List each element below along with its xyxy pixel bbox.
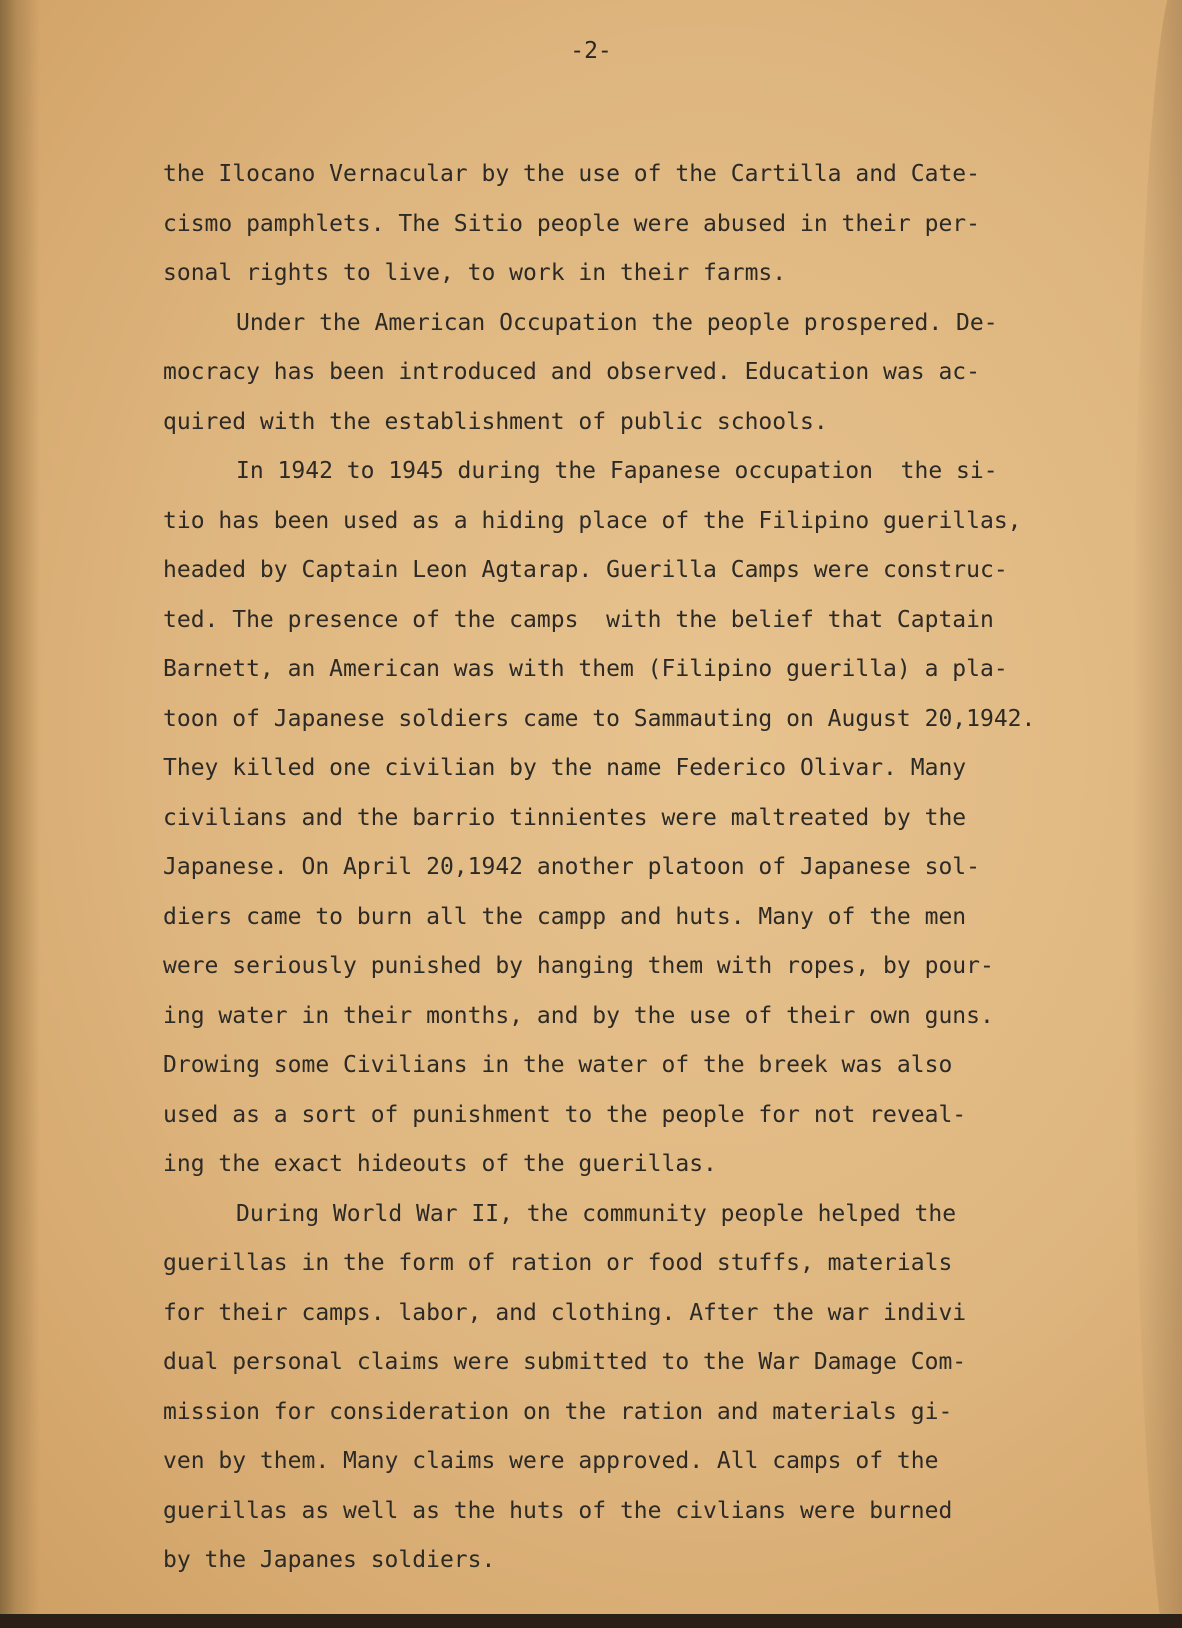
text-line: headed by Captain Leon Agtarap. Guerilla Camps were construc- [163, 557, 1008, 583]
paragraph [163, 1190, 1113, 1586]
text-line: ing water in their months, and by the use of their own guns. [163, 1002, 994, 1029]
text-line: ven by them. Many claims were approved. All camps of the [163, 1448, 939, 1474]
text-line: for their camps. labor, and clothing. After the war indivi [163, 1299, 967, 1326]
text-line: mission for consideration on the ration and materials gi- [163, 1398, 953, 1425]
page-number: -2- [570, 38, 612, 64]
text-line: sonal rights to live, to work in their farms. [163, 260, 787, 286]
text-line: the Ilocano Vernacular by the use of the Cartilla and Cate- [163, 161, 980, 187]
text-line: guerillas in the form of ration or food stuffs, materials [163, 1250, 953, 1276]
text-line: During World War II, the community people helped the [236, 1200, 957, 1227]
page-curl-shadow [1132, 0, 1182, 1628]
text-line: civilians and the barrio tinnientes were maltreated by the [163, 804, 967, 831]
binding-shadow [0, 0, 40, 1628]
text-line: used as a sort of punishment to the people for not reveal- [163, 1101, 967, 1128]
text-line: diers came to burn all the campp and huts. Many of the men [163, 903, 967, 930]
text-line: toon of Japanese soldiers came to Sammauting on August 20,1942. [163, 705, 1036, 732]
scan-footer-strip [0, 1614, 1182, 1628]
text-line: Japanese. On April 20,1942 another platoon of Japanese sol- [163, 854, 980, 880]
text-line: cismo pamphlets. The Sitio people were abused in their per- [163, 210, 980, 237]
text-line: In 1942 to 1945 during the Fapanese occupation the si- [236, 458, 998, 484]
text-line: tio has been used as a hiding place of the Filipino guerillas, [163, 507, 1022, 534]
text-line: ted. The presence of the camps with the belief that Captain [163, 606, 994, 633]
text-line: Under the American Occupation the people prospered. De- [236, 309, 998, 336]
text-line: They killed one civilian by the name Federico Olivar. Many [163, 755, 967, 781]
text-line: dual personal claims were submitted to the War Damage Com- [163, 1349, 967, 1375]
body-text [163, 150, 1113, 1586]
text-line: by the Japanes soldiers. [163, 1547, 496, 1573]
text-line: guerillas as well as the huts of the civlians were burned [163, 1497, 953, 1524]
text-line: mocracy has been introduced and observed. Education was ac- [163, 359, 980, 385]
paragraph [163, 299, 1113, 448]
text-line: quired with the establishment of public schools. [163, 408, 828, 435]
text-line: ing the exact hideouts of the guerillas. [163, 1151, 717, 1177]
text-line: Barnett, an American was with them (Filipino guerilla) a pla- [163, 656, 1008, 682]
text-line: were seriously punished by hanging them with ropes, by pour- [163, 953, 994, 979]
text-line: Drowing some Civilians in the water of the breek was also [163, 1052, 953, 1078]
paragraph [163, 447, 1113, 1190]
paragraph [163, 150, 1113, 299]
